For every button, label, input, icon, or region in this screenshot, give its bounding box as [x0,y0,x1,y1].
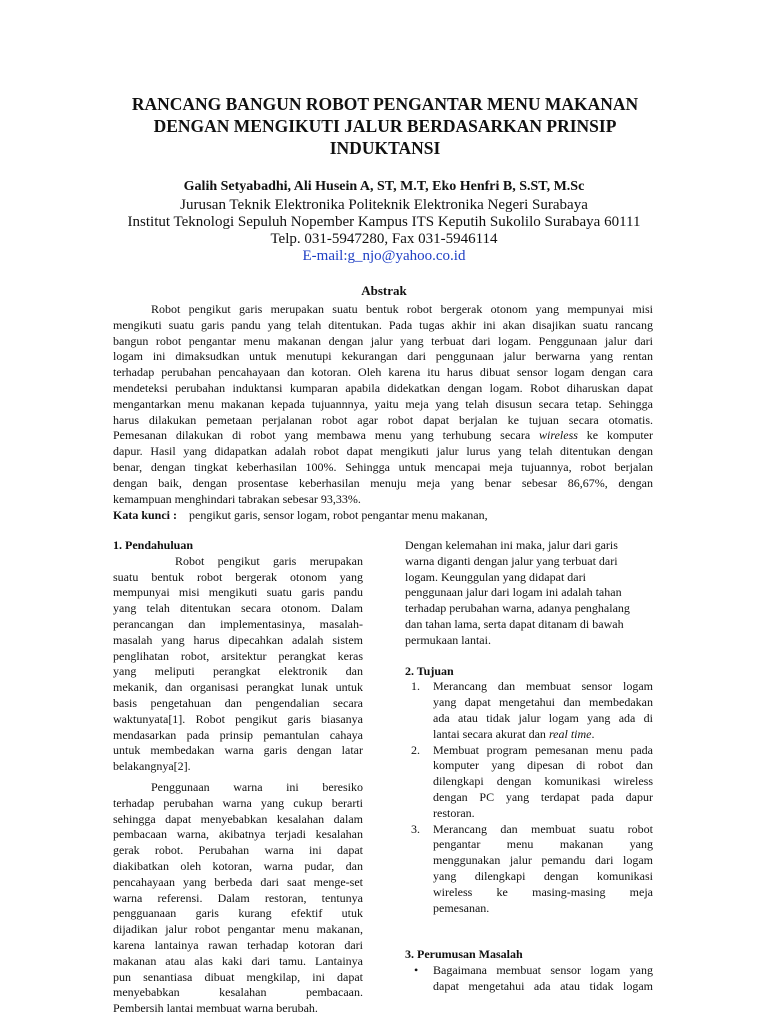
body-line: suatu bentuk robot bergerak otonom yang [113,569,363,584]
body-line: mempunyai misi mengikuti suatu garis pandu [113,585,363,600]
body-line: diakibatkan oleh kotoran, warna pudar, dan [113,858,363,873]
abstract-line: bangun robot pengantar menu makanan dengan jalur yang terbuat dari logam. Penggunaan jalur dari [113,333,653,348]
body-line: Membuat program pemesanan menu pada [433,742,653,757]
body-line: pengguanaan garis kurang efektif utuk [113,906,363,921]
bullet-icon: • [414,963,419,978]
list-number: 2. [411,742,420,757]
body-line: penggunaan jalur dari logam ini adalah tahan [405,585,622,600]
right-column [405,538,653,995]
body-line: pembacaan warna, akibatnya terjadi kesalahan [113,827,363,842]
body-line: yang dapat mengetahui dan membedakan [433,695,653,710]
body-line: dengan PC yang terdapat pada dapur [433,789,653,804]
body-line: terhadap perubahan warna, adanya penghalang [405,601,630,616]
body-line: permukaan lantai. [405,632,491,647]
body-line: perancangan dan implementasinya, masalah- [113,616,363,631]
abstract-line: kemampuan menghindari tabrakan sebesar 93,33%. [113,491,361,506]
list-item [405,822,653,917]
body-line: pun senantiasa dibuat mengkilap, ini dapat [113,969,363,984]
abstract-body [113,302,653,507]
email-link[interactable]: E-mail:g_njo@yahoo.co.id [302,248,466,264]
italic-term: real time [548,726,592,741]
body-line: Merancang dan membuat suatu robot [433,821,653,836]
body-line: ada atau tidak jalur logam yang ada di [433,710,653,725]
abstract-line: benar, dengan tingkat keberhasilan 100%. Sehingga untuk mencapai meja tujuannya, robot berjalan [113,459,653,474]
abstract-heading: Abstrak [361,283,407,298]
abstract-line [113,428,653,444]
body-line: yang telah ditentukan secara otonom. Dalam [113,601,363,616]
body-line: yang dilengkapi dengan komunikasi [433,868,653,883]
body-line: gerak robot. Perubahan warna ini dapat [113,843,363,858]
abstract-line: terhadap perubahan pencahayaan dan kotoran. Oleh karena itu harus dibuat sensor logam dengan cara [113,365,653,380]
list-item [405,679,653,742]
paper-title [90,93,680,159]
keywords-label: Kata kunci : [113,508,178,522]
body-line: komputer yang dipesan di robot dan [433,758,653,773]
keywords [113,508,488,523]
list-item [405,963,653,995]
body-line: mendasarkan pada prinsip pemantulan cahaya [113,727,363,742]
body-line: restoran. [433,805,475,820]
body-line: untuk membedakan warna garis dengan latar [113,743,363,758]
list-item [405,743,653,822]
keywords-text: pengikut garis, sensor logam, robot pengantar menu makanan, [189,508,488,522]
body-line: Penggunaan warna ini beresiko [151,779,363,794]
body-line: Dengan kelemahan ini maka, jalur dari garis [405,538,618,552]
body-line: waktunyata[1]. Robot pengikut garis biasanya [113,711,363,726]
body-line: yang meliputi perangkat elektronik dan [113,664,363,679]
body-line: penglihatan robot, arsitektur perangkat keras [113,648,363,663]
body-line-part: . [591,726,595,741]
body-line: menggunakan jalur pemandu dari logam [433,853,653,868]
section-heading-intro: 1. Pendahuluan [113,538,194,552]
abstract-line-part: ke komputer [577,428,653,443]
body-line: warna referensi. Dalam restoran, tentunya [113,890,363,905]
body-line: menyebabkan kesalahan pembacaan. [113,985,363,1000]
body-line: sehingga dapat menyebabkan kesalahan dalam [113,811,363,826]
section-heading-tujuan: 2. Tujuan [405,663,454,678]
abstract-line-part: Pemesanan dilakukan di robot yang membawa menu yang terhubung secara [113,428,540,443]
authors: Galih Setyabadhi, Ali Husein A, ST, M.T, Eko Henfri B, S.ST, M.Sc [183,179,585,194]
body-line: wireless ke masing-masing meja [433,884,653,899]
body-line: pencahayaan yang berbeda dari saat menge-set [113,874,363,889]
body-line: Bagaimana membuat sensor logam yang [433,963,653,978]
body-line: pemesanan. [433,900,490,915]
title-line: RANCANG BANGUN ROBOT PENGANTAR MENU MAKANAN [131,94,639,114]
body-line: mekanik, dan organisasi perangkat lunak untuk [113,680,363,695]
body-line: makanan atau alas kaki dari tamu. Lantainya [113,953,363,968]
body-line: Pembersih lantai membuat warna berubah. [113,1001,318,1016]
section-heading-perumusan: 3. Perumusan Masalah [405,947,523,962]
abstract-line: mengantarkan menu makanan kepada tujuannnya, yaitu meja yang telah disusun secara tetap. Sehingga [113,396,653,411]
abstract-line: dapur. Hasil yang didapatkan adalah robot dapat mengikuti jalur lurus yang telah ditentukan dengan [113,444,653,459]
body-line: terhadap perubahan warna yang cukup berarti [113,795,363,810]
title-line: DENGAN MENGIKUTI JALUR BERDASARKAN PRINSIP [153,116,617,136]
abstract-line: mendeteksi perubahan induktansi kumparan apabila didekatkan dengan logam. Robot diharuskan dapat [113,380,653,395]
body-line: Robot pengikut garis merupakan [175,553,363,568]
affiliation-2: Institut Teknologi Sepuluh Nopember Kampus ITS Keputih Sukolilo Surabaya 60111 [127,214,641,230]
body-line: belakangnya[2]. [113,759,191,774]
abstract-line: dengan baik, dengan prosentase keberhasilan menuju meja yang benar sebesar 86,67%, dengan [113,475,653,490]
abstract-line: logam ini dimaksudkan untuk menutupi kekurangan dari penggunaan jalur berwarna yang rentan [113,349,653,364]
body-line: dijadikan jalur robot pengantar menu makanan, [113,922,363,937]
body-line: pengantar menu makanan yang [433,837,653,852]
affiliation-1: Jurusan Teknik Elektronika Politeknik Elektronika Negeri Surabaya [180,197,588,213]
body-line-part: lantai secara akurat dan [433,726,549,741]
body-line: dilengkapi dengan komunikasi wireless [433,774,653,789]
title-line: INDUKTANSI [329,138,441,158]
left-column [113,538,363,1017]
body-line: basis pengetahuan dan pengendalian secara [113,695,363,710]
body-line: karena lantainya rawan terhadap kotoran dari [113,937,363,952]
abstract-italic-word: wireless [539,428,578,443]
abstract-line: harus dilakukan pemetaan perjalanan robot agar robot dapat berjalan ke tujuan secara otomatis. [113,412,653,427]
abstract-line: Robot pengikut garis merupakan suatu bentuk robot bergerak otonom yang mempunyai misi [151,302,653,316]
body-line: masalah yang harus dipecahkan adalah sistem [113,632,363,647]
body-line: logam. Keunggulan yang didapat dari [405,569,586,584]
body-line: dan tahan lama, serta dapat ditanam di bawah [405,616,624,631]
list-number: 3. [411,821,420,836]
body-line: warna diganti dengan jalur yang terbuat dari [405,553,618,568]
abstract-line: mengikuti suatu garis pandu yang telah ditentukan. Pada tugas akhir ini akan disajikan suatu rancang [113,317,653,332]
contact-line: Telp. 031-5947280, Fax 031-5946114 [270,231,498,247]
body-line [433,727,653,743]
body-line: dapat mengetahui ada atau tidak logam [433,978,653,993]
body-line: Merancang dan membuat sensor logam [433,679,653,694]
list-number: 1. [411,679,420,694]
